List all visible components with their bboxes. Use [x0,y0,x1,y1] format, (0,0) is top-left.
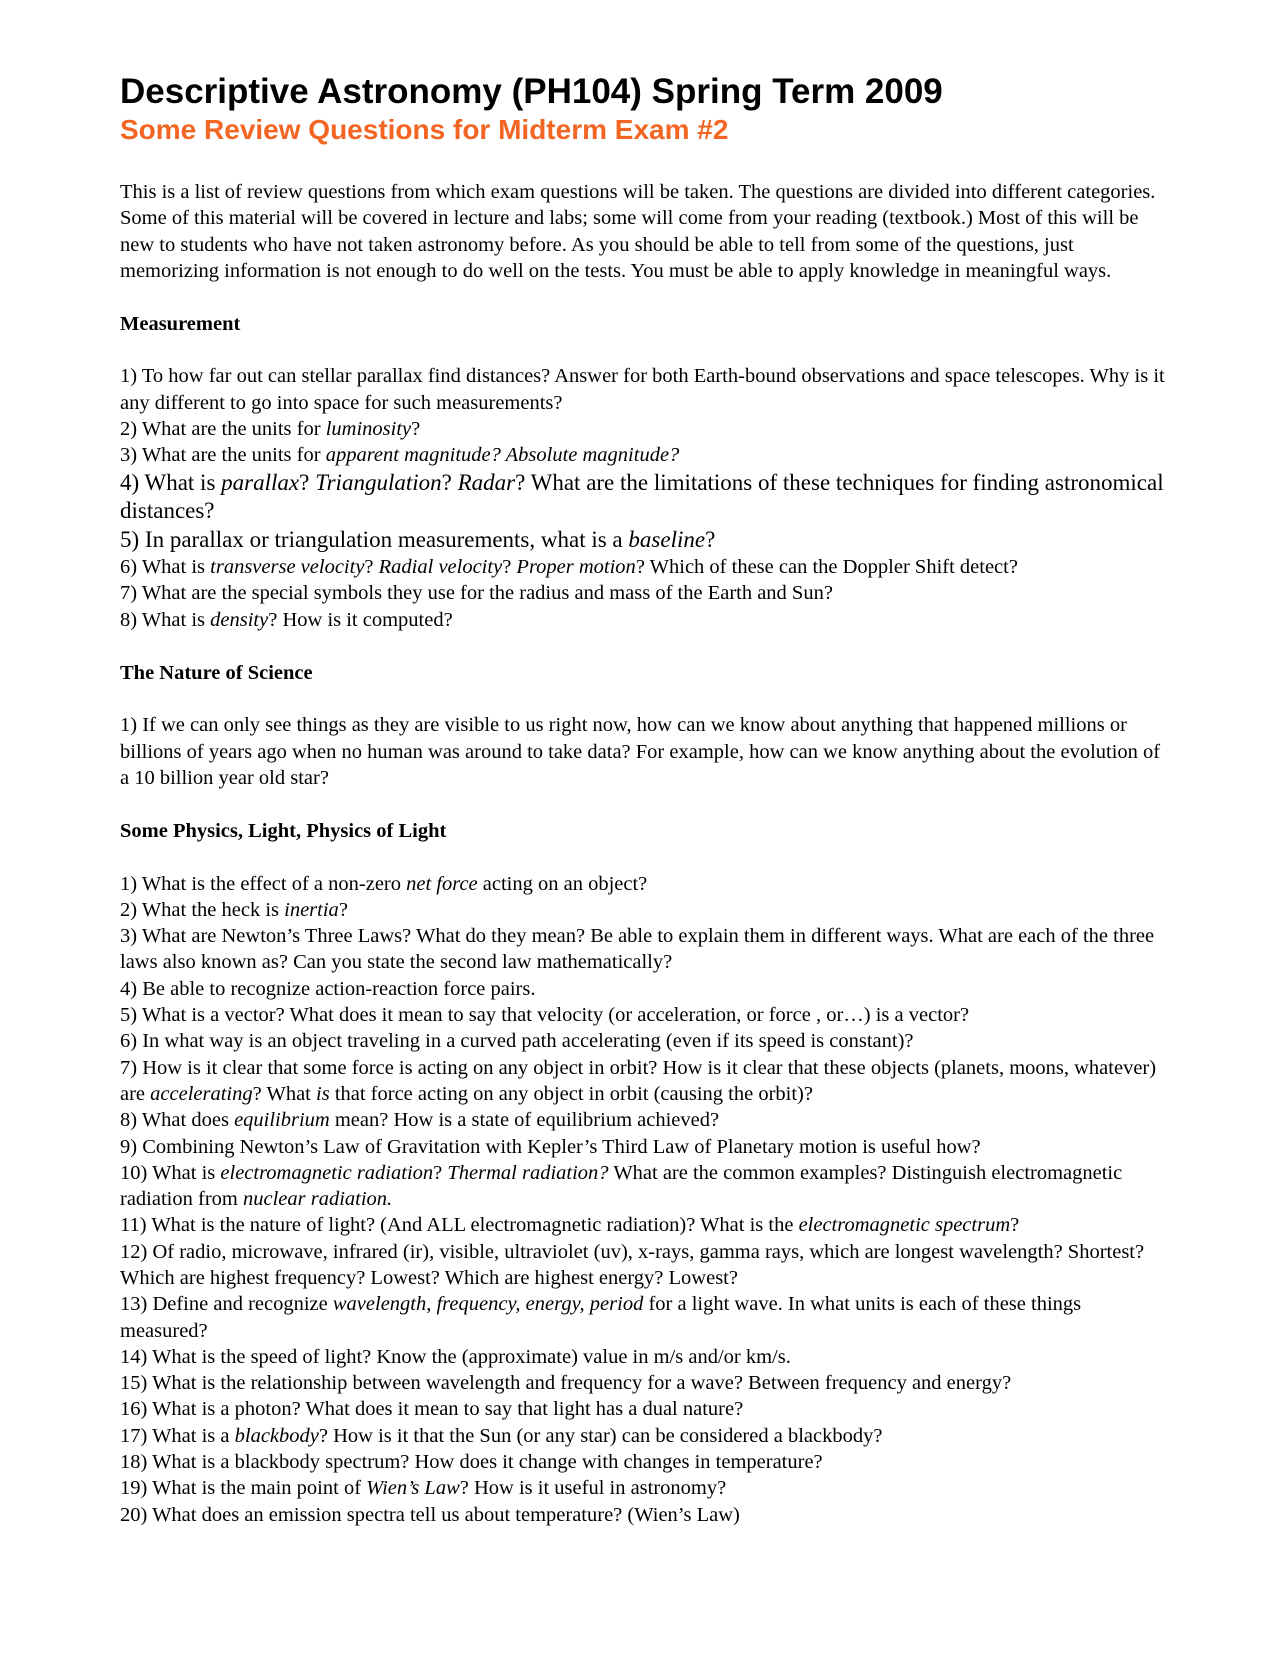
intro-paragraph: This is a list of review questions from which exam questions will be taken. The questions are divided into different categories. Some of this material will be covered in lecture and labs; some will come from your reading (textbook.) Most of this will be new to students who have not taken astronomy before. As you should be able to tell from some of the questions, just memorizing information is not enough to do well on the tests. You must be able to apply knowledge in meaningful ways. [120,181,1156,282]
question-text: 6) What is [120,556,211,579]
question-text: 11) What is the nature of light? (And ALL electromagnetic radiation)? What is the [120,1214,799,1237]
question-text: What are the common examples? Distinguish electromagnetic radiation from [120,1161,1123,1211]
question-text: 9) Combining Newton’s Law of Gravitation with Kepler’s Third Law of Planetary motion is useful how? [120,1135,981,1158]
question-text: 7) What are the special symbols they use for the radius and mass of the Earth and Sun? [120,582,833,605]
question-text: 19) What is the main point of [120,1477,367,1500]
question-text: 2) What are the units for [120,418,326,441]
question-item [120,1160,1165,1213]
question-list [120,712,1165,791]
question-text: for a light wave. In what units is each of these things measured? [120,1293,1082,1342]
question-item [120,363,1165,416]
question-text: 13) Define and recognize [120,1293,333,1316]
question-item [120,871,1165,897]
question-item [120,1396,1165,1422]
page-subtitle: Some Review Questions for Midterm Exam #2 [120,114,729,145]
question-item [120,976,1165,1002]
question-text: 17) What is a [120,1424,235,1447]
question-text: 7) How is it clear that some force is acting on any object in orbit? How is it clear that these objects (planets, moons, whatever) are [120,1056,1157,1105]
question-item [120,554,1165,580]
question-text: 3) What are Newton’s Three Laws? What do they mean? Be able to explain them in different ways. What are each of the three laws also known as? Can you state the second law mathematically? [120,925,1155,974]
question-text: 4) What is [120,469,222,495]
italic-term: wavelength, frequency, energy, period [332,1293,644,1316]
question-text: 14) What is the speed of light? Know the (approximate) value in m/s and/or km/s. [120,1345,791,1368]
italic-term: inertia [284,898,339,921]
italic-term: Triangulation [315,469,442,495]
section-heading: The Nature of Science [120,662,313,685]
question-item [120,1107,1165,1133]
italic-term: electromagnetic radiation [220,1161,434,1184]
question-text: 18) What is a blackbody spectrum? How does it change with changes in temperature? [120,1451,823,1474]
question-text: ? [441,469,458,495]
question-text: 4) Be able to recognize action-reaction force pairs. [120,977,536,1000]
italic-term: luminosity [325,418,412,441]
question-text: 10) What is [120,1161,221,1184]
question-item [120,1002,1165,1028]
question-text: ? [705,526,716,552]
question-item [120,1291,1165,1344]
question-item [120,1502,1165,1528]
question-text: mean? How is a state of equilibrium achieved? [329,1109,720,1132]
question-text: ? [411,418,421,441]
question-item [120,442,1165,468]
italic-term: net force [406,872,478,895]
question-text: that force acting on any object in orbit (causing the orbit)? [329,1082,813,1105]
question-list [120,363,1165,633]
question-item [120,607,1165,633]
question-text: ? [338,898,348,921]
italic-term: Radar [457,469,516,495]
italic-term: Thermal radiation? [447,1161,609,1184]
question-text: 5) What is a vector? What does it mean to say that velocity (or acceleration, or force , or…) is a vector? [120,1004,970,1027]
question-item [120,526,1165,555]
question-item [120,580,1165,606]
question-text: 3) What are the units for [120,444,326,467]
question-text: 6) In what way is an object traveling in a curved path accelerating (even if its speed is constant)? [120,1030,914,1053]
question-text: 2) What the heck is [120,898,285,921]
question-text: 12) Of radio, microwave, infrared (ir), visible, ultraviolet (uv), x-rays, gamma rays, which are longest wavelength? Shortest? Which are highest frequency? Lowest? Which are highest energy? Lowest? [120,1240,1145,1289]
question-list [120,871,1165,1528]
italic-term: is [316,1082,330,1105]
document-page [120,72,1165,1528]
question-item [120,923,1165,976]
question-text: 15) What is the relationship between wavelength and frequency for a wave? Between frequency and energy? [120,1372,1012,1395]
question-text: ? How is it computed? [268,608,453,631]
question-text: ? [502,556,517,579]
section-heading: Some Physics, Light, Physics of Light [120,820,447,843]
question-item [120,1028,1165,1054]
sections-container [120,311,1165,1528]
question-text: ? How is it that the Sun (or any star) can be considered a blackbody? [318,1424,883,1447]
italic-term: electromagnetic spectrum [798,1214,1011,1237]
question-item [120,1212,1165,1238]
question-text: 1) If we can only see things as they are visible to us right now, how can we know about anything that happened millions or billions of years ago when no human was around to take data? For example, how can we know anything about the evolution of a 10 billion year old star? [120,714,1161,789]
italic-term: Wien’s Law [366,1477,460,1500]
question-item [120,712,1165,791]
question-item [120,416,1165,442]
question-item [120,1239,1165,1292]
question-text: ? Which of these can the Doppler Shift detect? [635,556,1018,579]
question-text: ? How is it useful in astronomy? [459,1477,727,1500]
question-text: ? [1010,1214,1020,1237]
question-item [120,897,1165,923]
question-text: 1) To how far out can stellar parallax find distances? Answer for both Earth-bound observations and space telescopes. Why is it any different to go into space for such measurements? [120,365,1165,414]
question-item [120,1423,1165,1449]
question-text: 5) In parallax or triangulation measurements, what is a [120,526,629,552]
question-text: acting on an object? [477,872,648,895]
italic-term: nuclear radiation. [242,1188,393,1211]
question-item [120,1475,1165,1501]
question-text: 16) What is a photon? What does it mean to say that light has a dual nature? [120,1398,744,1421]
question-text: 8) What does [120,1109,235,1132]
italic-term: baseline [628,526,706,552]
question-text: ? What are the limitations of these techniques for finding astronomical distances? [120,469,1164,524]
italic-term: Proper motion [516,556,636,579]
question-item [120,1449,1165,1475]
question-item [120,1370,1165,1396]
italic-term: parallax [221,469,300,495]
question-item [120,1344,1165,1370]
page-title: Descriptive Astronomy (PH104) Spring Term 2009 [120,72,943,111]
italic-term: Radial velocity [378,556,503,579]
italic-term: density [210,608,269,631]
question-text: 1) What is the effect of a non-zero [120,872,407,895]
question-text: ? [299,469,316,495]
question-text: ? [433,1161,448,1184]
question-item [120,1134,1165,1160]
italic-term: equilibrium [234,1109,330,1132]
section-heading: Measurement [120,313,241,336]
italic-term: accelerating [150,1082,253,1105]
question-text: ? [364,556,379,579]
italic-term: blackbody [234,1424,319,1447]
question-item [120,1055,1165,1108]
question-text: 20) What does an emission spectra tell us about temperature? (Wien’s Law) [120,1503,740,1526]
question-text: ? What [252,1082,316,1105]
question-item [120,469,1165,526]
question-text: 8) What is [120,608,211,631]
italic-term: apparent magnitude? Absolute magnitude? [325,444,680,467]
italic-term: transverse velocity [210,556,365,579]
